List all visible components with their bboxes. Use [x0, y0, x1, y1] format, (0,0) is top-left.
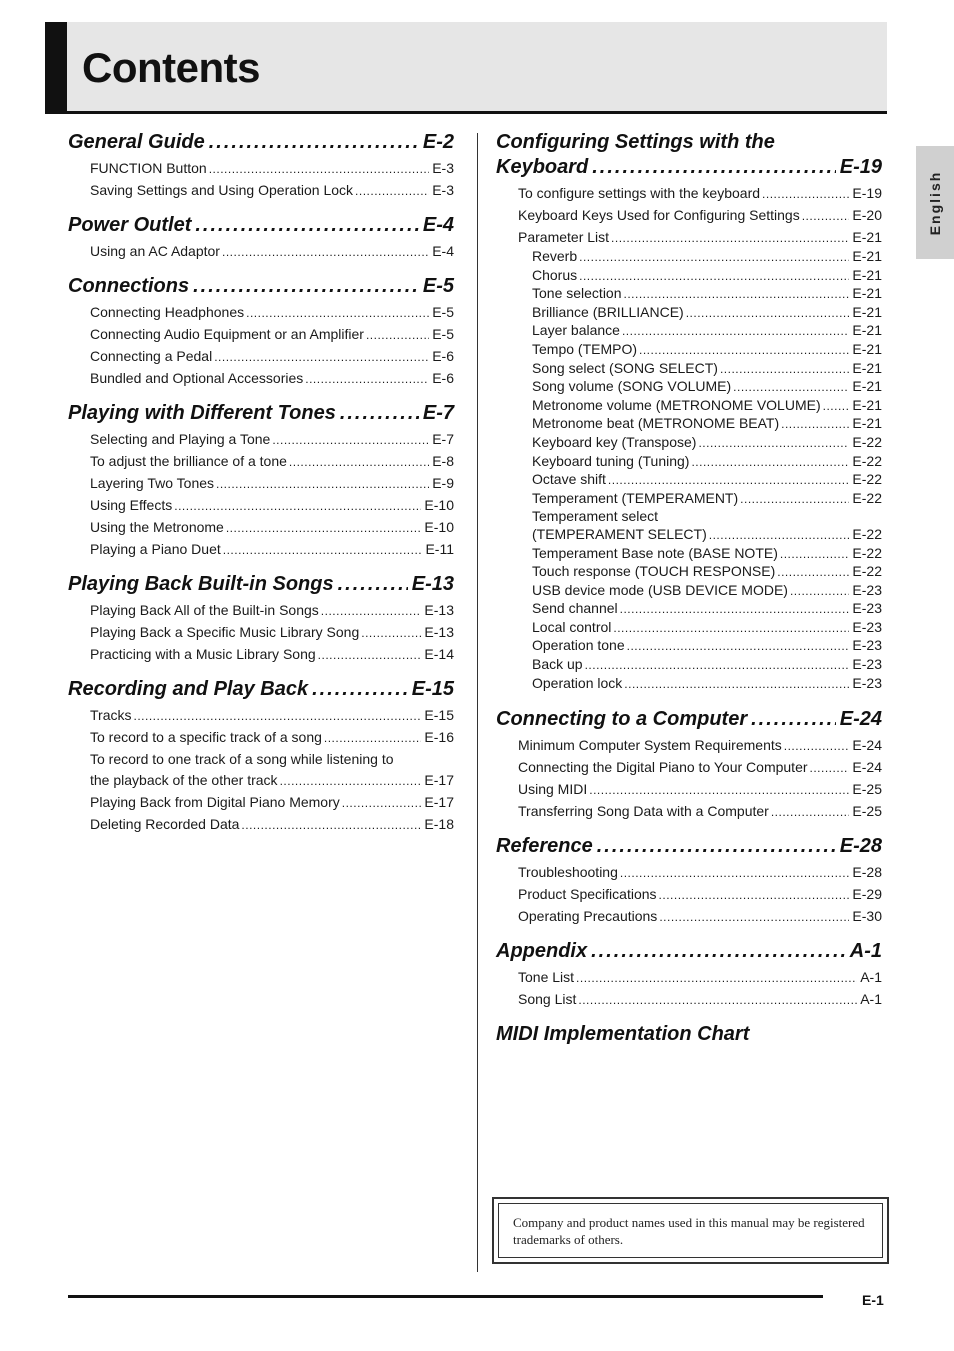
toc-subentry[interactable]: Send channel ..... E-23	[496, 600, 882, 619]
toc-section-link[interactable]: Configuring Settings with the Keyboard ..... E-19	[496, 130, 882, 180]
page-header	[45, 22, 887, 114]
toc-section-connections	[68, 274, 454, 390]
toc-entry[interactable]: Deleting Recorded Data ..... E-18	[68, 814, 454, 836]
toc-entry[interactable]: Selecting and Playing a Tone ..... E-7	[68, 429, 454, 451]
toc-section-link[interactable]: General Guide ..... E-2	[68, 130, 454, 155]
toc-section-appendix	[496, 939, 882, 1011]
toc-entry[interactable]: Practicing with a Music Library Song ..... E-14	[68, 644, 454, 666]
toc-entry[interactable]: Tracks ..... E-15	[68, 705, 454, 727]
trademark-notice-text: Company and product names used in this manual may be registered trademarks of others.	[498, 1203, 883, 1258]
toc-section-recording	[68, 677, 454, 836]
toc-section-built-in-songs	[68, 572, 454, 666]
page-number: E-1	[862, 1292, 884, 1308]
toc-section-computer	[496, 707, 882, 823]
column-divider	[477, 133, 478, 1272]
toc-section-link[interactable]: Connections ..... E-5	[68, 274, 454, 299]
toc-entry[interactable]: FUNCTION Button ..... E-3	[68, 158, 454, 180]
toc-section-link[interactable]: Connecting to a Computer ..... E-24	[496, 707, 882, 732]
toc-subentry[interactable]: Temperament Base note (BASE NOTE) ..... E-22	[496, 545, 882, 564]
toc-section-midi-chart	[496, 1022, 882, 1047]
toc-entry[interactable]: Playing Back a Specific Music Library Song ..... E-13	[68, 622, 454, 644]
toc-entry[interactable]: Connecting Audio Equipment or an Amplifier ..... E-5	[68, 324, 454, 346]
toc-entry[interactable]: To record to a specific track of a song ..... E-16	[68, 727, 454, 749]
toc-subentry[interactable]: Tempo (TEMPO) ..... E-21	[496, 341, 882, 360]
toc-entry[interactable]: Operating Precautions ..... E-30	[496, 906, 882, 928]
page-title: Contents	[82, 44, 260, 91]
toc-entry[interactable]: Connecting the Digital Piano to Your Computer ..... E-24	[496, 757, 882, 779]
toc-entry[interactable]: Using Effects ..... E-10	[68, 495, 454, 517]
toc-subentry[interactable]: Operation tone ..... E-23	[496, 637, 882, 656]
toc-subentry[interactable]: Reverb ..... E-21	[496, 248, 882, 267]
toc-subentry[interactable]: Temperament (TEMPERAMENT) ..... E-22	[496, 490, 882, 509]
toc-section-power-outlet	[68, 213, 454, 263]
toc-subentry[interactable]: Touch response (TOUCH RESPONSE) ..... E-22	[496, 563, 882, 582]
toc-section-link[interactable]: MIDI Implementation Chart	[496, 1023, 750, 1046]
toc-subentry[interactable]: Back up ..... E-23	[496, 656, 882, 675]
toc-entry[interactable]: To configure settings with the keyboard ..... E-19	[496, 183, 882, 205]
toc-right-column	[496, 130, 882, 1058]
toc-entry[interactable]: Saving Settings and Using Operation Lock ..... E-3	[68, 180, 454, 202]
toc-subentry[interactable]: Operation lock ..... E-23	[496, 675, 882, 694]
toc-left-column	[68, 130, 454, 847]
toc-subentry[interactable]: Layer balance ..... E-21	[496, 322, 882, 341]
toc-subentry[interactable]: Metronome beat (METRONOME BEAT) ..... E-21	[496, 415, 882, 434]
toc-entry[interactable]: Song List ..... A-1	[496, 989, 882, 1011]
toc-entry[interactable]: Troubleshooting ..... E-28	[496, 862, 882, 884]
toc-section-link[interactable]: Recording and Play Back ..... E-15	[68, 677, 454, 702]
toc-section-different-tones	[68, 401, 454, 561]
toc-subentry[interactable]: Brilliance (BRILLIANCE) ..... E-21	[496, 304, 882, 323]
toc-entry[interactable]: Using the Metronome ..... E-10	[68, 517, 454, 539]
toc-entry[interactable]: Tone List ..... A-1	[496, 967, 882, 989]
toc-subentry[interactable]: Tone selection ..... E-21	[496, 285, 882, 304]
toc-section-configuring	[496, 130, 882, 693]
toc-entry[interactable]: To adjust the brilliance of a tone ..... E-8	[68, 451, 454, 473]
toc-entry[interactable]: Product Specifications ..... E-29	[496, 884, 882, 906]
toc-subentry[interactable]: Song select (SONG SELECT) ..... E-21	[496, 360, 882, 379]
parameter-sublist	[496, 248, 882, 693]
toc-entry[interactable]: Connecting Headphones ..... E-5	[68, 302, 454, 324]
toc-subentry[interactable]: Octave shift ..... E-22	[496, 471, 882, 490]
toc-entry[interactable]: Minimum Computer System Requirements ..... E-24	[496, 735, 882, 757]
toc-entry[interactable]: Connecting a Pedal ..... E-6	[68, 346, 454, 368]
toc-section-reference	[496, 834, 882, 928]
toc-entry[interactable]: Bundled and Optional Accessories ..... E-6	[68, 368, 454, 390]
toc-entry[interactable]: Playing Back All of the Built-in Songs ..... E-13	[68, 600, 454, 622]
toc-section-link[interactable]: Playing with Different Tones ..... E-7	[68, 401, 454, 426]
toc-entry[interactable]: Playing a Piano Duet ..... E-11	[68, 539, 454, 561]
toc-section-general-guide	[68, 130, 454, 202]
toc-subentry[interactable]: USB device mode (USB DEVICE MODE) ..... E-23	[496, 582, 882, 601]
toc-entry[interactable]: To record to one track of a song while listening to the playback of the other track ..... E-17	[68, 749, 454, 792]
trademark-notice-box	[492, 1197, 889, 1264]
toc-section-link[interactable]: Playing Back Built-in Songs ..... E-13	[68, 572, 454, 597]
toc-subentry[interactable]: Keyboard tuning (Tuning) ..... E-22	[496, 453, 882, 472]
header-accent-bar	[45, 22, 67, 111]
language-tab	[916, 146, 954, 259]
toc-entry[interactable]: Parameter List ..... E-21	[496, 227, 882, 248]
language-label: English	[927, 170, 943, 235]
toc-entry[interactable]: Using an AC Adaptor ..... E-4	[68, 241, 454, 263]
toc-entry[interactable]: Layering Two Tones ..... E-9	[68, 473, 454, 495]
footer-rule	[68, 1295, 823, 1298]
toc-entry[interactable]: Transferring Song Data with a Computer ..... E-25	[496, 801, 882, 823]
toc-section-link[interactable]: Reference ..... E-28	[496, 834, 882, 859]
toc-section-link[interactable]: Appendix ..... A-1	[496, 939, 882, 964]
toc-subentry[interactable]: Metronome volume (METRONOME VOLUME) ..... E-21	[496, 397, 882, 416]
toc-subentry[interactable]: Local control ..... E-23	[496, 619, 882, 638]
toc-subentry[interactable]: Chorus ..... E-21	[496, 267, 882, 286]
toc-section-link[interactable]: Power Outlet ..... E-4	[68, 213, 454, 238]
toc-subentry[interactable]: Temperament select (TEMPERAMENT SELECT) ..... E-22	[496, 508, 882, 544]
toc-subentry[interactable]: Song volume (SONG VOLUME) ..... E-21	[496, 378, 882, 397]
toc-subentry[interactable]: Keyboard key (Transpose) ..... E-22	[496, 434, 882, 453]
toc-entry[interactable]: Playing Back from Digital Piano Memory ..... E-17	[68, 792, 454, 814]
toc-entry[interactable]: Using MIDI ..... E-25	[496, 779, 882, 801]
toc-entry[interactable]: Keyboard Keys Used for Configuring Settings ..... E-20	[496, 205, 882, 227]
